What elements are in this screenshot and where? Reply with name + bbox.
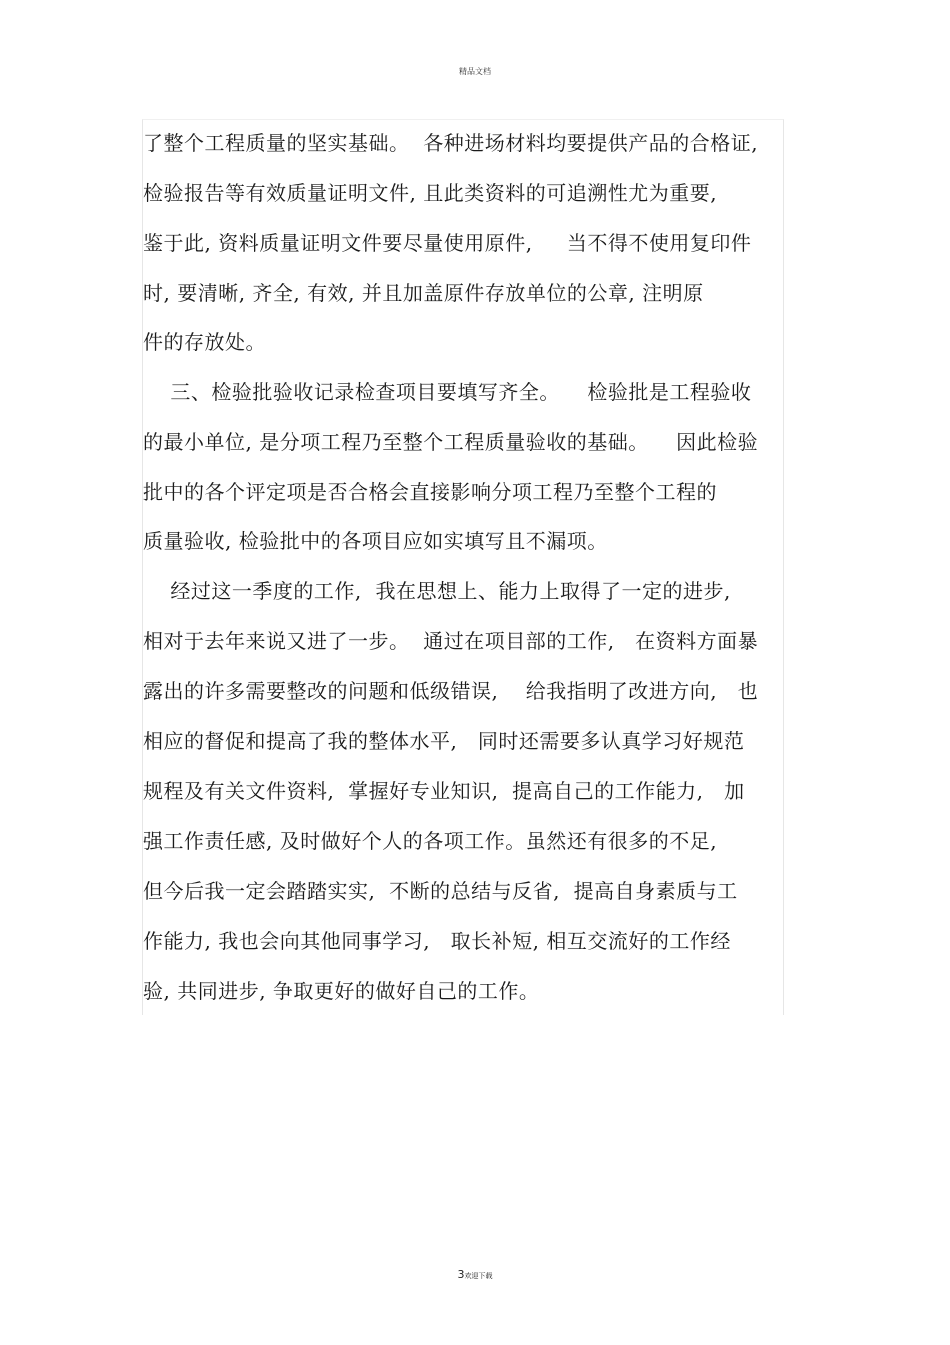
text-line: 时, 要清晰, 齐全, 有效, 并且加盖原件存放单位的公章, 注明原	[143, 281, 704, 305]
text-line: 露出的许多需要整改的问题和低级错误, 给我指明了改进方向, 也	[143, 679, 759, 703]
document-body	[143, 118, 783, 1016]
text-line: 的最小单位, 是分项工程乃至整个工程质量验收的基础。 因此检验	[143, 430, 759, 454]
text-line: 鉴于此, 资料质量证明文件要尽量使用原件, 当不得不使用复印件	[143, 231, 752, 255]
text-line: 相应的督促和提高了我的整体水平, 同时还需要多认真学习好规范	[143, 729, 745, 753]
header-watermark: 精品文档	[459, 67, 491, 76]
text-line: 了整个工程质量的坚实基础。 各种进场材料均要提供产品的合格证,	[143, 131, 759, 155]
text-line: 相对于去年来说又进了一步。 通过在项目部的工作, 在资料方面暴	[143, 629, 759, 653]
page-number: 3	[457, 1268, 465, 1281]
text-line: 质量验收, 检验批中的各项目应如实填写且不漏项。	[143, 529, 608, 553]
text-line: 件的存放处。	[143, 330, 266, 354]
page-footer	[0, 1263, 950, 1282]
text-line: 检验报告等有效质量证明文件, 且此类资料的可追溯性尤为重要,	[143, 181, 718, 205]
text-line: 强工作责任感, 及时做好个人的各项工作。虽然还有很多的不足,	[143, 829, 718, 853]
text-line: 规程及有关文件资料, 掌握好专业知识, 提高自己的工作能力, 加	[143, 779, 745, 803]
text-line: 经过这一季度的工作, 我在思想上、能力上取得了一定的进步,	[143, 579, 731, 603]
text-line: 但今后我一定会踏踏实实, 不断的总结与反省, 提高自身素质与工	[143, 879, 738, 903]
text-line: 批中的各个评定项是否合格会直接影响分项工程乃至整个工程的	[143, 480, 717, 504]
text-line: 验, 共同进步, 争取更好的做好自己的工作。	[143, 979, 540, 1003]
text-line: 三、检验批验收记录检查项目要填写齐全。 检验批是工程验收	[143, 380, 752, 404]
text-line: 作能力, 我也会向其他同事学习, 取长补短, 相互交流好的工作经	[143, 929, 731, 953]
footer-note: 欢迎下载	[464, 1272, 493, 1280]
